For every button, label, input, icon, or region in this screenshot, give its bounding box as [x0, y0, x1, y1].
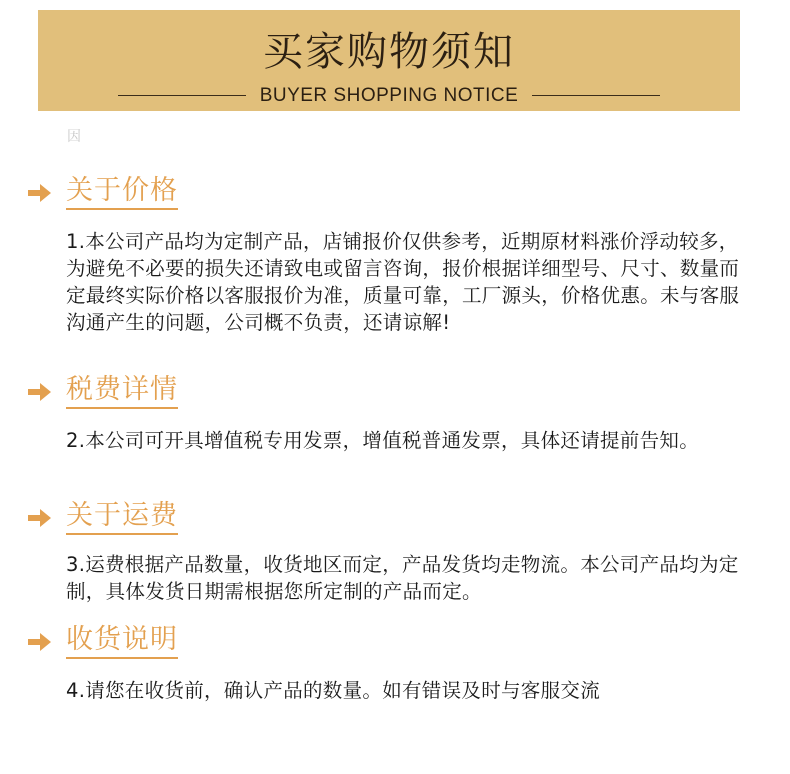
- arrow-right-icon: [28, 508, 52, 528]
- arrow-right-icon: [28, 382, 52, 402]
- arrow-right-icon: [28, 183, 52, 203]
- section-title: 税费详情: [66, 376, 178, 409]
- section-title: 关于运费: [66, 502, 178, 535]
- subtitle-row: [38, 86, 740, 105]
- section-body-tax: 2.本公司可开具增值税专用发票，增值税普通发票，具体还请提前告知。: [66, 429, 700, 452]
- section-body-price: 1.本公司产品均为定制产品，店铺报价仅供参考，近期原材料涨价浮动较多，为避免不必要的损失还请致电或留言咨询，报价根据详细型号、尺寸、数量而定最终实际价格以客服报价为准，质量可靠，工厂源头，价格优惠。未与客服沟通产生的问题，公司概不负责，还请谅解!: [66, 230, 740, 334]
- section-title: 收货说明: [66, 626, 178, 659]
- header-banner: [38, 10, 740, 111]
- left-divider: [118, 95, 246, 96]
- page-subtitle: BUYER SHOPPING NOTICE: [259, 85, 519, 106]
- section-heading-price: [28, 175, 178, 211]
- section-heading-tax: [28, 374, 178, 410]
- faint-glyph: 因: [67, 129, 81, 145]
- section-heading-receiving: [28, 624, 178, 660]
- section-body-receiving: 4.请您在收货前，确认产品的数量。如有错误及时与客服交流: [66, 679, 601, 702]
- arrow-right-icon: [28, 632, 52, 652]
- section-body-shipping: 3.运费根据产品数量，收货地区而定，产品发货均走物流。本公司产品均为定制，具体发货日期需根据您所定制的产品而定。: [66, 553, 739, 603]
- section-heading-shipping: [28, 500, 178, 536]
- right-divider: [532, 95, 660, 96]
- page-title: 买家购物须知: [263, 29, 515, 75]
- section-title: 关于价格: [66, 177, 178, 210]
